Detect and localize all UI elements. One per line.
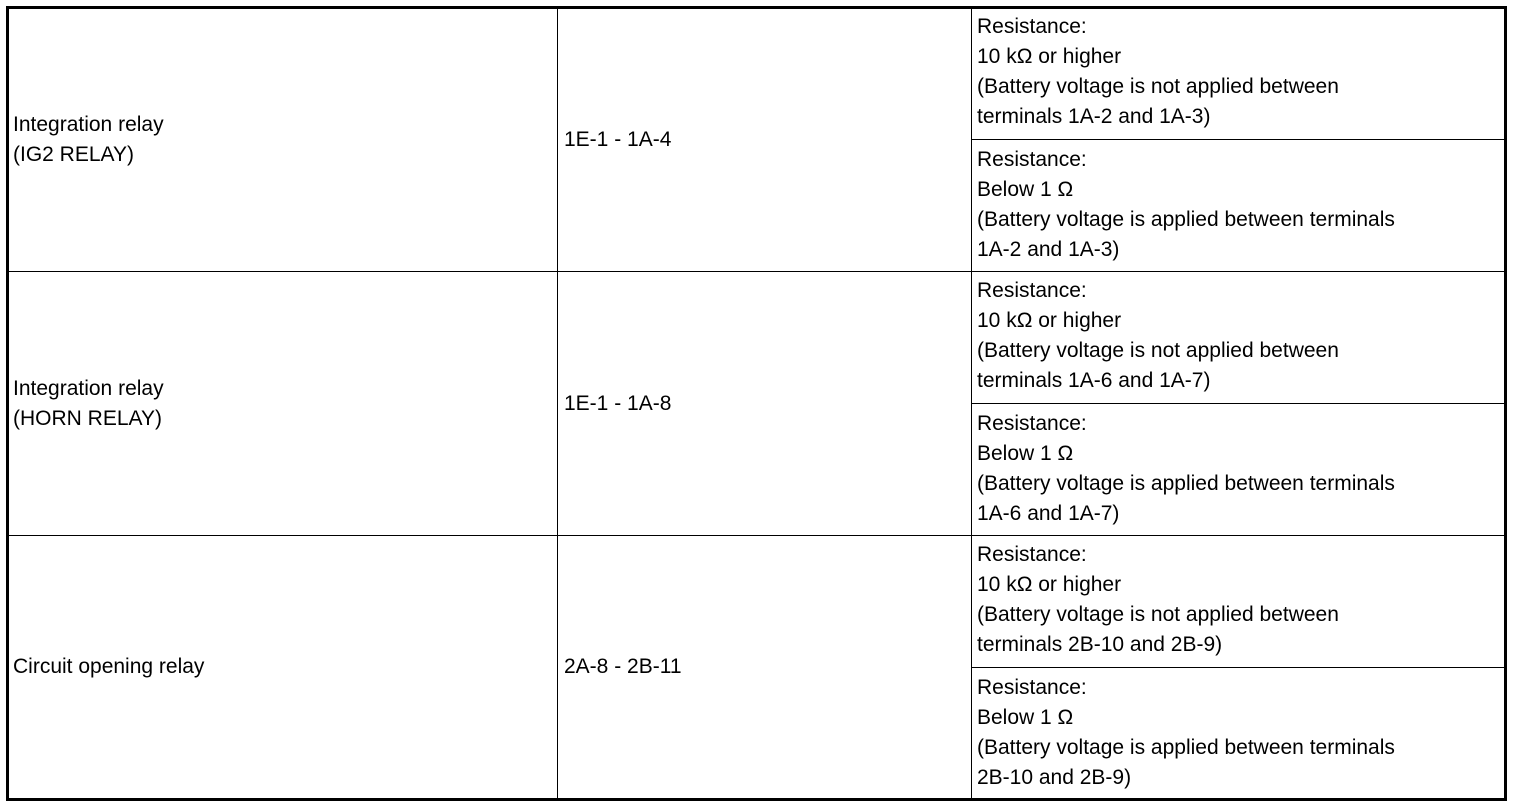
condition-line: (Battery voltage is applied between terminals bbox=[977, 208, 1395, 231]
component-name: (HORN RELAY) bbox=[13, 406, 162, 430]
condition-line: (Battery voltage is not applied between bbox=[977, 75, 1339, 98]
condition-line: Below 1 Ω bbox=[977, 706, 1074, 729]
condition-line: 2B-10 and 2B-9) bbox=[977, 766, 1132, 789]
terminal-label: 2A-8 - 2B-11 bbox=[564, 655, 682, 678]
component-name: Integration relay bbox=[13, 113, 164, 136]
condition-cell bbox=[9, 145, 1504, 265]
component-name: Integration relay bbox=[13, 376, 164, 400]
condition-cell bbox=[9, 540, 1504, 660]
condition-cell bbox=[9, 12, 1504, 132]
condition-line: terminals 1A-6 and 1A-7) bbox=[977, 369, 1211, 392]
subrow-divider bbox=[971, 139, 1504, 140]
condition-line: Resistance: bbox=[977, 279, 1087, 302]
condition-line: Below 1 Ω bbox=[977, 178, 1074, 201]
condition-line: Resistance: bbox=[977, 15, 1087, 38]
terminal-label: 1E-1 - 1A-4 bbox=[564, 128, 672, 151]
condition-cell bbox=[9, 409, 1504, 529]
condition-line: Resistance: bbox=[977, 676, 1087, 699]
condition-line: Resistance: bbox=[977, 543, 1087, 566]
inspection-table bbox=[6, 6, 1507, 801]
condition-line: (Battery voltage is not applied between bbox=[977, 603, 1339, 626]
component-name: Circuit opening relay bbox=[13, 655, 205, 678]
condition-line: (Battery voltage is applied between terminals bbox=[977, 472, 1395, 495]
condition-line: 1A-2 and 1A-3) bbox=[977, 238, 1120, 261]
condition-line: Resistance: bbox=[977, 148, 1087, 171]
condition-line: (Battery voltage is applied between terminals bbox=[977, 736, 1395, 759]
condition-cell bbox=[9, 673, 1504, 793]
condition-line: 10 kΩ or higher bbox=[977, 45, 1122, 68]
condition-line: Resistance: bbox=[977, 412, 1087, 435]
condition-line: terminals 1A-2 and 1A-3) bbox=[977, 105, 1211, 128]
condition-line: Below 1 Ω bbox=[977, 442, 1074, 465]
subrow-divider bbox=[971, 667, 1504, 668]
subrow-divider bbox=[971, 403, 1504, 404]
terminal-label: 1E-1 - 1A-8 bbox=[564, 391, 672, 415]
condition-line: (Battery voltage is not applied between bbox=[977, 339, 1339, 362]
condition-line: 10 kΩ or higher bbox=[977, 573, 1122, 596]
condition-line: 10 kΩ or higher bbox=[977, 309, 1122, 332]
component-name: (IG2 RELAY) bbox=[13, 143, 134, 166]
condition-line: 1A-6 and 1A-7) bbox=[977, 502, 1120, 525]
condition-line: terminals 2B-10 and 2B-9) bbox=[977, 633, 1223, 656]
condition-cell bbox=[9, 276, 1504, 396]
